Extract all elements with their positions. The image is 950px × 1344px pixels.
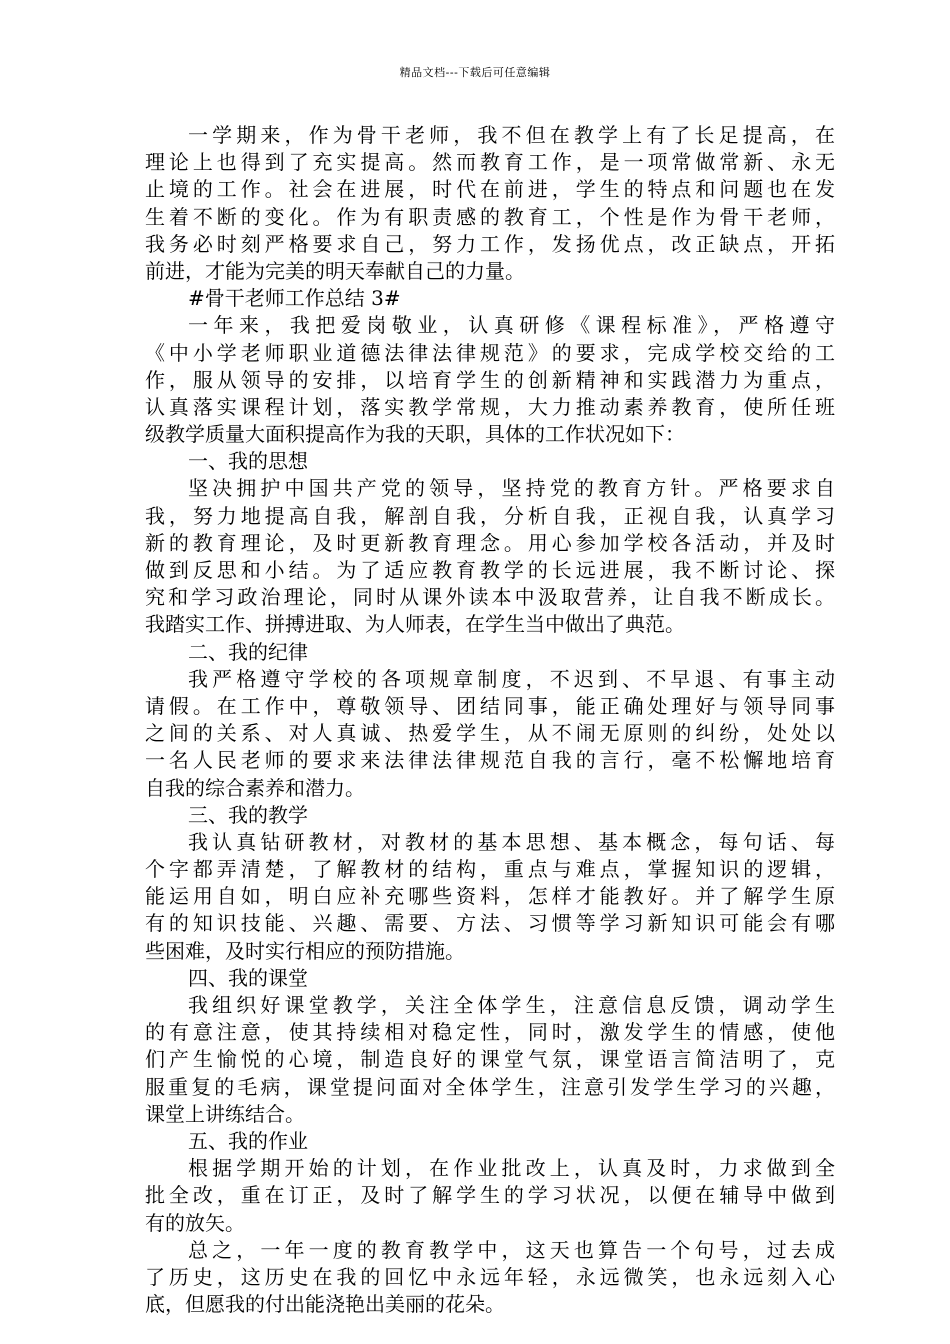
text-line: 我严格遵守学校的各项规章制度，不迟到、不早退、有事主动 <box>188 666 835 691</box>
text-line: 二、我的纪律 <box>188 639 308 664</box>
text-line: 底，但愿我的付出能浇艳出美丽的花朵。 <box>145 1292 505 1317</box>
text-line: 的有意注意，使其持续相对稳定性，同时，激发学生的情感，使他 <box>145 1020 835 1045</box>
text-line: 级教学质量大面积提高作为我的天职，具体的工作状况如下： <box>145 422 685 447</box>
text-line: 究和学习政治理论，同时从课外读本中汲取营养，让自我不断成长。 <box>145 585 835 610</box>
text-line: 请假。在工作中，尊敬领导、团结同事，能正确处理好与领导同事 <box>145 693 835 718</box>
text-line: 我组织好课堂教学，关注全体学生，注意信息反馈，调动学生 <box>188 993 835 1017</box>
text-line: 三、我的教学 <box>188 802 308 827</box>
text-line: 前进，才能为完美的明天奉献自己的力量。 <box>145 258 525 283</box>
text-line: 我务必时刻严格要求自己，努力工作，发扬优点，改正缺点，开拓 <box>145 231 835 256</box>
text-line: 有的知识技能、兴趣、需要、方法、习惯等学习新知识可能会有哪 <box>145 911 835 936</box>
text-line: 个字都弄清楚，了解教材的结构，重点与难点，掌握知识的逻辑， <box>145 857 835 882</box>
text-line: 止境的工作。社会在进展，时代在前进，学生的特点和问题也在发 <box>145 177 835 202</box>
text-line: 坚决拥护中国共产党的领导，坚持党的教育方针。严格要求自 <box>188 476 835 501</box>
text-line: 批全改，重在订正，及时了解学生的学习状况，以便在辅导中做到 <box>145 1183 835 1208</box>
text-line: 《中小学老师职业道德法律法律规范》的要求，完成学校交给的工 <box>145 340 835 365</box>
text-line: 认真落实课程计划，落实教学常规，大力推动素养教育，使所任班 <box>145 394 835 419</box>
text-line: 我，努力地提高自我，解剖自我，分析自我，正视自我，认真学习 <box>145 503 835 528</box>
text-line: 之间的关系、对人真诚、热爱学生，从不闹无原则的纠纷，处处以 <box>145 721 835 746</box>
text-line: 有的放矢。 <box>145 1210 245 1235</box>
text-line: 理论上也得到了充实提高。然而教育工作，是一项常做常新、永无 <box>145 150 835 175</box>
text-line: 些困难，及时实行相应的预防措施。 <box>145 938 465 963</box>
text-line: 一、我的思想 <box>188 449 308 474</box>
text-line: 了历史，这历史在我的回忆中永远年轻，永远微笑，也永远刻入心 <box>145 1264 835 1289</box>
text-line: 们产生愉悦的心境，制造良好的课堂气氛，课堂语言简洁明了，克 <box>145 1047 835 1072</box>
text-line: #骨干老师工作总结 3# <box>188 286 401 311</box>
text-line: 一年来，我把爱岗敬业，认真研修《课程标准》，严格遵守 <box>188 313 835 338</box>
text-line: 四、我的课堂 <box>188 965 308 990</box>
text-line: 总之，一年一度的教育教学中，这天也算告一个句号，过去成 <box>188 1237 835 1262</box>
text-line: 一学期来，作为骨干老师，我不但在教学上有了长足提高，在 <box>188 123 835 147</box>
text-line: 五、我的作业 <box>188 1128 308 1153</box>
text-line: 根据学期开始的计划，在作业批改上，认真及时，力求做到全 <box>188 1156 835 1181</box>
text-line: 能运用自如，明白应补充哪些资料，怎样才能教好。并了解学生原 <box>145 884 835 909</box>
text-line: 我认真钻研教材，对教材的基本思想、基本概念，每句话、每 <box>188 829 835 854</box>
text-line: 生着不断的变化。作为有职责感的教育工，个性是作为骨干老师， <box>145 204 835 229</box>
text-line: 服重复的毛病，课堂提问面对全体学生，注意引发学生学习的兴趣， <box>145 1074 835 1099</box>
text-line: 一名人民老师的要求来法律法律规范自我的言行，毫不松懈地培育 <box>145 748 835 773</box>
document-body <box>145 122 835 1318</box>
text-line: 课堂上讲练结合。 <box>145 1101 305 1126</box>
page-header: 精品文档---下载后可任意编辑 <box>399 66 551 79</box>
text-line: 我踏实工作、拼搏进取、为人师表，在学生当中做出了典范。 <box>145 612 685 637</box>
text-line: 做到反思和小结。为了适应教育教学的长远进展，我不断讨论、探 <box>145 558 835 582</box>
text-line: 自我的综合素养和潜力。 <box>145 775 365 800</box>
text-line: 作，服从领导的安排，以培育学生的创新精神和实践潜力为重点， <box>145 367 835 392</box>
text-line: 新的教育理论，及时更新教育理念。用心参加学校各活动，并及时 <box>145 530 835 555</box>
